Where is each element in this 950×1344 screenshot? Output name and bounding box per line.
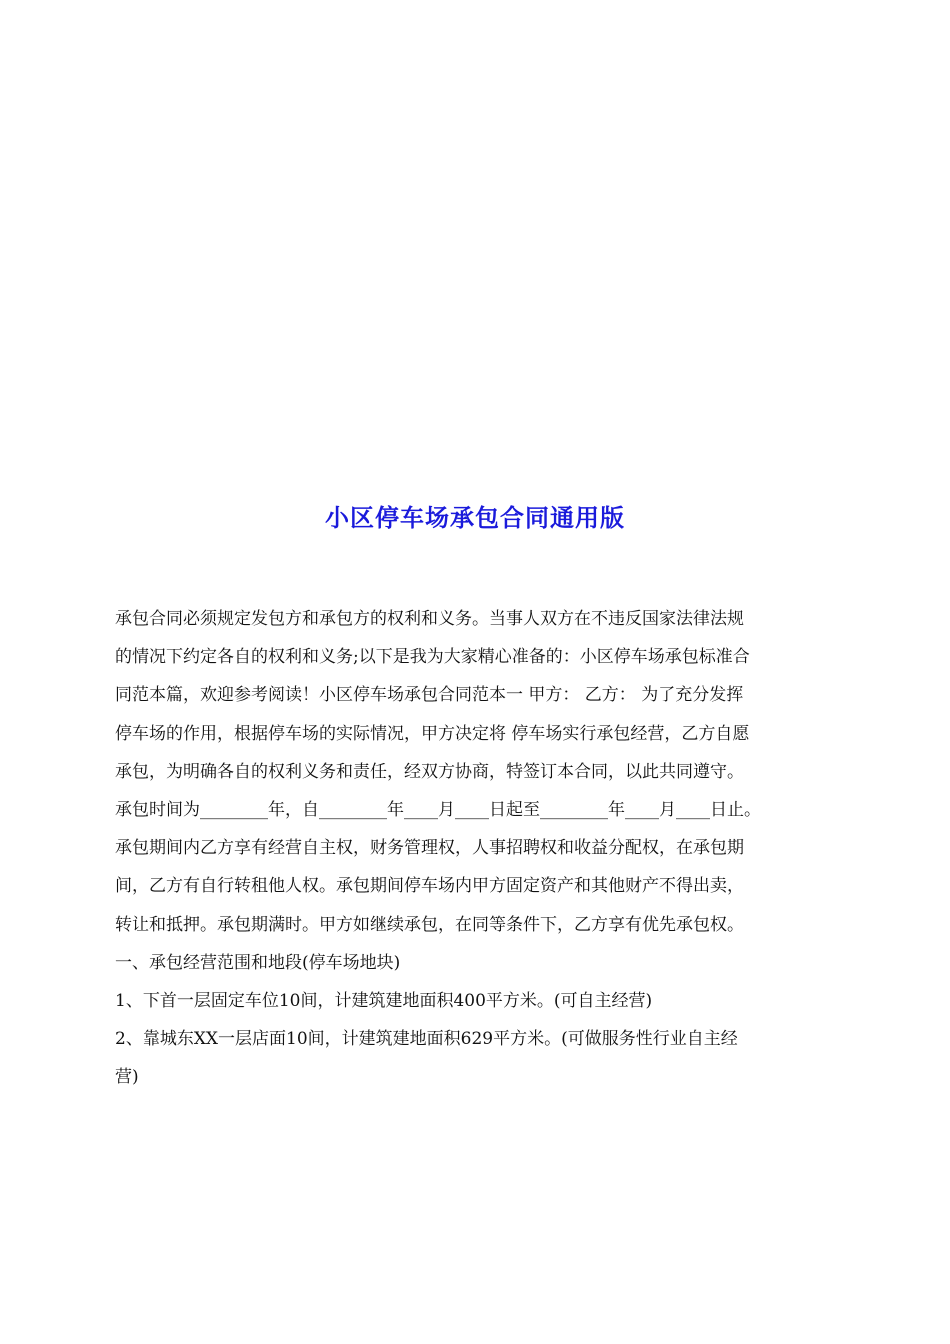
body-line: 同范本篇，欢迎参考阅读！小区停车场承包合同范本一 甲方： 乙方： 为了充分发挥 [115, 685, 744, 706]
body-line: 承包时间为________年，自________年____月____日起至________年____月____日止。 [115, 800, 761, 821]
list-item: 1、下首一层固定车位10间，计建筑建地面积400平方米。(可自主经营) [115, 991, 653, 1012]
body-line: 停车场的作用，根据停车场的实际情况，甲方决定将 停车场实行承包经营，乙方自愿 [115, 723, 750, 744]
body-line: 转让和抵押。承包期满时。甲方如继续承包，在同等条件下，乙方享有优先承包权。 [115, 914, 744, 935]
document-title: 小区停车场承包合同通用版 [325, 504, 625, 533]
list-item: 2、靠城东XX一层店面10间，计建筑建地面积629平方米。(可做服务性行业自主经 [115, 1029, 738, 1050]
section-heading: 一、承包经营范围和地段(停车场地块) [115, 952, 401, 973]
body-line: 承包，为明确各自的权利义务和责任，经双方协商，特签订本合同，以此共同遵守。 [115, 761, 744, 782]
list-item-continuation: 营) [115, 1067, 139, 1088]
body-line: 承包期间内乙方享有经营自主权，财务管理权，人事招聘权和收益分配权，在承包期 [115, 838, 744, 859]
body-line: 的情况下约定各自的权利和义务;以下是我为大家精心准备的：小区停车场承包标准合 [115, 647, 750, 668]
body-line: 承包合同必须规定发包方和承包方的权利和义务。当事人双方在不违反国家法律法规 [115, 609, 744, 629]
document-body [115, 600, 845, 1097]
body-line: 间，乙方有自行转租他人权。承包期间停车场内甲方固定资产和其他财产不得出卖， [115, 876, 744, 897]
